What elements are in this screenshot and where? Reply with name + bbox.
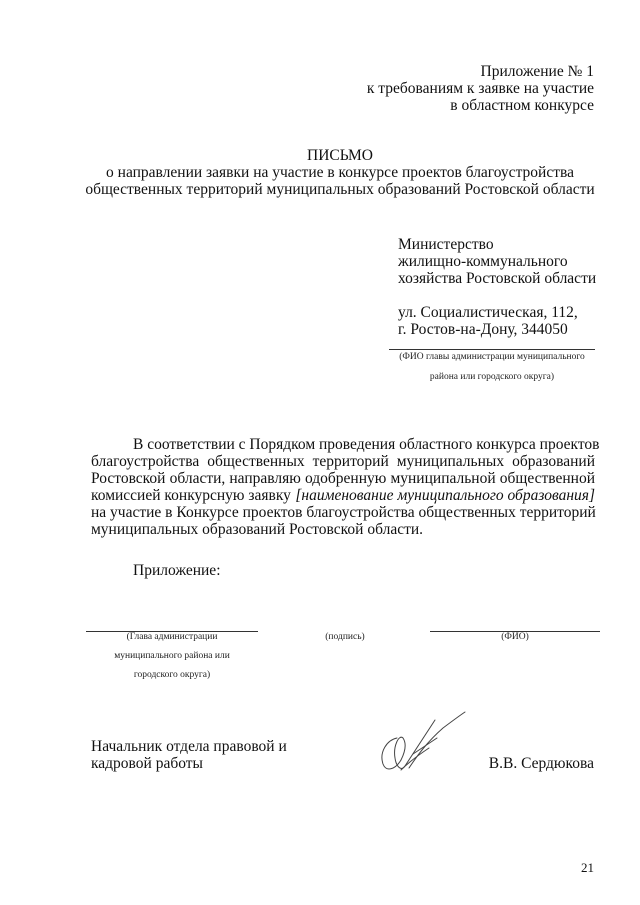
body-line-4-text: комиссией конкурсную заявку [91,487,291,504]
appendix-number: Приложение № 1 [480,63,594,80]
head-caption-2: муниципального района или [114,651,230,661]
handwritten-signature [365,708,475,788]
recipient-line-3: хозяйства Ростовской области [398,270,597,287]
signer-position-2: кадровой работы [91,755,203,772]
attachment-label: Приложение: [133,562,221,579]
head-caption-1: (Глава администрации [126,632,218,642]
recipient-address-2: г. Ростов-на-Дону, 344050 [398,321,568,338]
appendix-subtitle-2: в областном конкурсе [450,97,594,114]
sender-caption-2: района или городского округа) [429,372,555,382]
body-line-3: Ростовской области, направляю одобренную муниципальной общественной [91,470,595,487]
letter-subject-line-1: о направлении заявки на участие в конкурсе проектов благоустройства [106,164,574,181]
fio-caption: (ФИО) [501,632,529,642]
body-line-6: муниципальных образований Ростовской области. [91,521,424,538]
body-line-1: В соответствии с Порядком проведения областного конкурса проектов [133,436,600,453]
signer-position-1: Начальник отдела правовой и [91,738,287,755]
municipality-placeholder: [наименование муниципального образования] [295,487,595,504]
body-line-5: на участие в Конкурсе проектов благоустройства общественных территорий [91,504,596,521]
body-line-4 [91,487,595,504]
signer-name: В.В. Сердюкова [488,755,594,772]
recipient-address-1: ул. Социалистическая, 112, [398,304,578,321]
body-line-2: благоустройства общественных территорий муниципальных образований [91,453,595,470]
recipient-line-1: Министерство [398,236,494,253]
sender-caption-1: (ФИО главы администрации муниципального [399,352,585,362]
letter-subject-line-2: общественных территорий муниципальных образований Ростовской области [85,181,595,198]
signature-caption: (подпись) [325,632,365,642]
page-number: 21 [581,860,594,875]
letter-heading: ПИСЬМО [307,147,373,164]
recipient-line-2: жилищно-коммунального [398,253,568,270]
sender-name-line [389,349,595,350]
head-caption-3: городского округа) [133,670,211,680]
appendix-subtitle: к требованиям к заявке на участие [366,80,594,97]
